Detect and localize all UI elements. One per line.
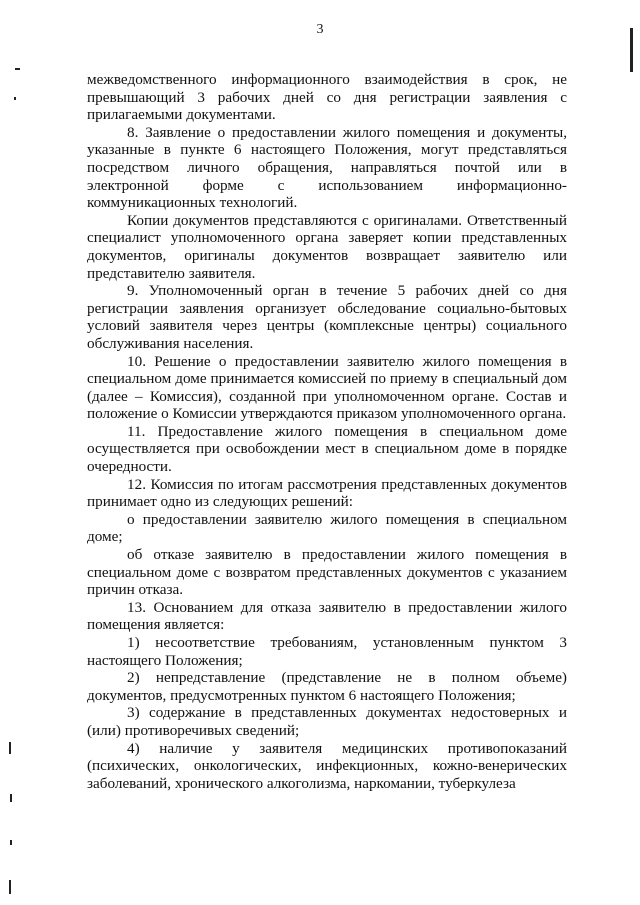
paragraph-reason-2: 2) непредставление (представление не в полном объеме) документов, предусмотренных пунктом 6 настоящего Положения; bbox=[87, 669, 567, 704]
paragraph-item-11: 11. Предоставление жилого помещения в специальном доме осуществляется при освобождении мест в специальном доме в порядке очередности. bbox=[87, 422, 567, 476]
paragraph-decision-refuse: об отказе заявителю в предоставлении жилого помещения в специальном доме с возвратом представленных документов с указанием причин отказа. bbox=[87, 546, 567, 599]
page-number: 3 bbox=[316, 22, 324, 37]
scan-mark-left-5 bbox=[10, 840, 12, 845]
paragraph-continuation: межведомственного информационного взаимодействия в срок, не превышающий 3 рабочих дней со дня регистрации заявления с прилагаемыми документами. bbox=[87, 71, 567, 124]
paragraph-item-12: 12. Комиссия по итогам рассмотрения представленных документов принимает одно из следующих решений: bbox=[87, 475, 567, 511]
paragraph-decision-grant: о предоставлении заявителю жилого помещения в специальном доме; bbox=[87, 510, 567, 546]
paragraph-copies: Копии документов представляются с оригиналами. Ответственный специалист уполномоченного органа заверяет копии представленных документов, оригиналы документов возвращает заявителю или представителю заявителя. bbox=[87, 211, 567, 282]
paragraph-item-13: 13. Основанием для отказа заявителю в предоставлении жилого помещения является: bbox=[87, 598, 567, 634]
paragraph-item-8: 8. Заявление о предоставлении жилого помещения и документы, указанные в пункте 6 настоящего Положения, могут представляться посредством личного обращения, направляться почтой или в электронной форме с использованием информационно-коммуникационных технологий. bbox=[87, 123, 567, 212]
document-body bbox=[87, 71, 567, 792]
scan-mark-right-edge bbox=[630, 28, 633, 72]
scan-mark-left-2 bbox=[14, 97, 16, 100]
scan-mark-left-6 bbox=[9, 880, 11, 894]
paragraph-item-10: 10. Решение о предоставлении заявителю жилого помещения в специальном доме принимается комиссией по приему в специальный дом (далее – Комиссия), созданной при уполномоченном органе. Состав и положение о Комиссии утверждаются приказом уполномоченного органа. bbox=[87, 352, 567, 423]
paragraph-reason-3: 3) содержание в представленных документах недостоверных и (или) противоречивых сведений; bbox=[87, 704, 567, 739]
scan-mark-left-3 bbox=[9, 742, 11, 754]
scan-mark-left-4 bbox=[10, 794, 12, 802]
paragraph-reason-1: 1) несоответствие требованиям, установленным пунктом 3 настоящего Положения; bbox=[87, 634, 567, 669]
paragraph-reason-4: 4) наличие у заявителя медицинских противопоказаний (психических, онкологических, инфекционных, кожно-венерических заболеваний, хронического алкоголизма, наркомании, туберкулеза bbox=[87, 739, 567, 792]
paragraph-item-9: 9. Уполномоченный орган в течение 5 рабочих дней со дня регистрации заявления организует обследование социально-бытовых условий заявителя через центры (комплексные центры) социального обслуживания населения. bbox=[87, 282, 567, 352]
scan-mark-left-1 bbox=[15, 68, 20, 70]
